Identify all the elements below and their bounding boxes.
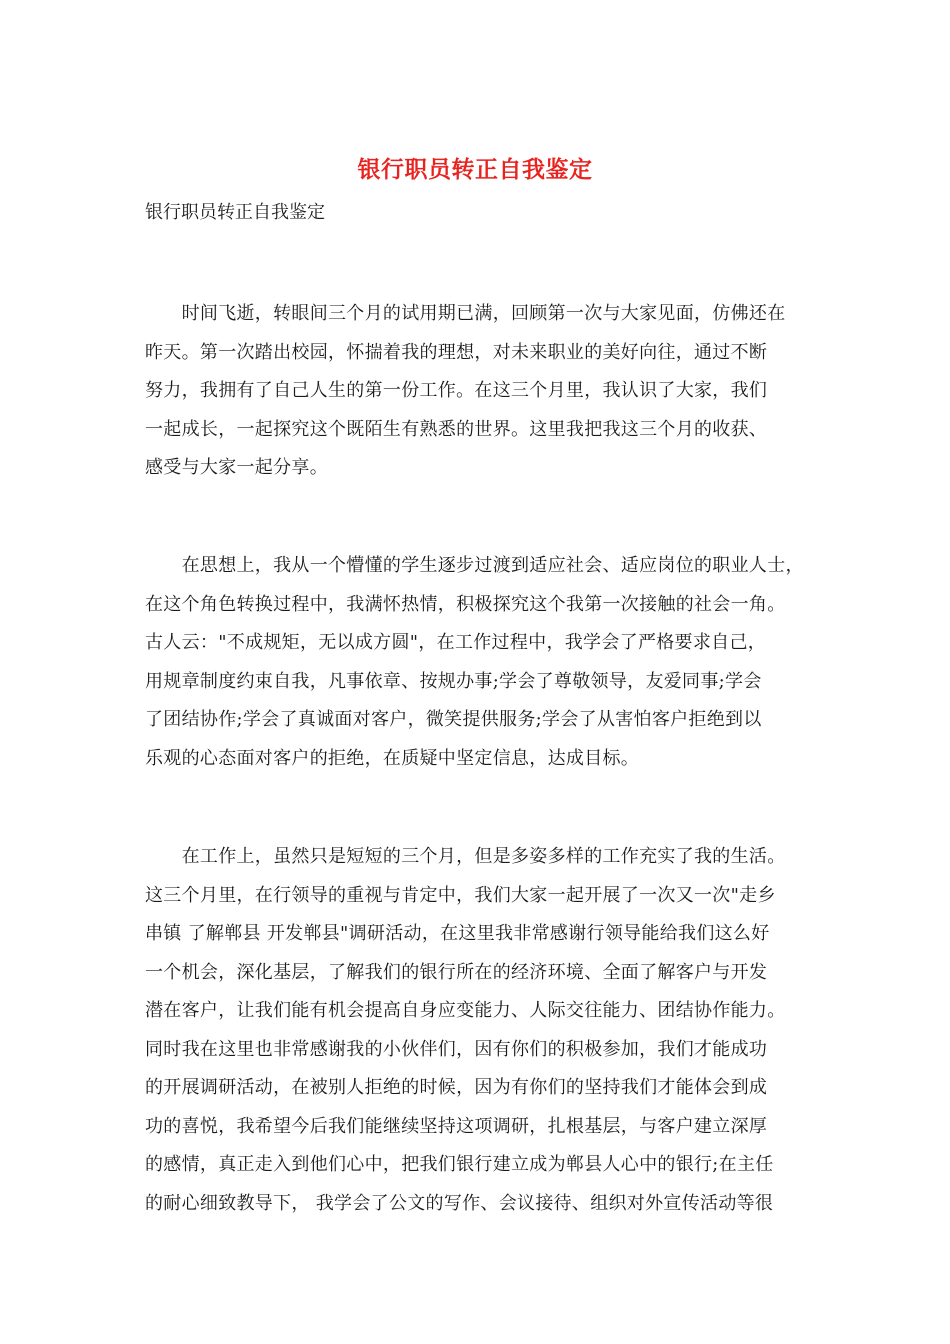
paragraph-line: 昨天。第一次踏出校园，怀揣着我的理想，对未来职业的美好向往，通过不断 xyxy=(145,341,768,363)
paragraph-line: 这三个月里，在行领导的重视与肯定中，我们大家一起开展了一次又一次"走乡 xyxy=(145,884,776,906)
document-title: 银行职员转正自我鉴定 xyxy=(357,156,593,183)
paragraph-line: 了团结协作;学会了真诚面对客户，微笑提供服务;学会了从害怕客户拒绝到以 xyxy=(145,709,762,730)
paragraph-line: 功的喜悦，我希望今后我们能继续坚持这项调研，扎根基层，与客户建立深厚 xyxy=(145,1115,768,1137)
paragraph-line: 一起成长，一起探究这个既陌生有熟悉的世界。这里我把我这三个月的收获、 xyxy=(145,418,768,440)
paragraph-line: 努力，我拥有了自己人生的第一份工作。在这三个月里，我认识了大家，我们 xyxy=(145,380,768,401)
paragraph-line: 乐观的心态面对客户的拒绝，在质疑中坚定信息，达成目标。 xyxy=(145,747,640,769)
paragraph-line: 的耐心细致教导下， 我学会了公文的写作、会议接待、组织对外宣传活动等很 xyxy=(145,1192,774,1214)
paragraph-line: 的感情，真正走入到他们心中，把我们银行建立成为郸县人心中的银行;在主任 xyxy=(145,1154,774,1175)
paragraph-1 xyxy=(145,295,810,488)
paragraph-line: 在工作上，虽然只是短短的三个月，但是多姿多样的工作充实了我的生活。 xyxy=(145,846,786,867)
paragraph-line: 串镇 了解郸县 开发郸县"调研活动，在这里我非常感谢行领导能给我们这么好 xyxy=(145,923,770,944)
paragraph-line: 潜在客户，让我们能有机会提高自身应变能力、人际交往能力、团结协作能力。 xyxy=(145,1000,786,1021)
paragraph-line: 时间飞逝，转眼间三个月的试用期已满，回顾第一次与大家见面，仿佛还在 xyxy=(145,303,786,324)
paragraph-line: 古人云："不成规矩，无以成方圆"，在工作过程中，我学会了严格要求自己， xyxy=(145,632,767,653)
paragraph-line: 感受与大家一起分享。 xyxy=(145,457,328,478)
document-subtitle: 银行职员转正自我鉴定 xyxy=(145,202,325,223)
paragraph-line: 同时我在这里也非常感谢我的小伙伴们，因有你们的积极参加，我们才能成功 xyxy=(145,1038,768,1060)
paragraph-line: 用规章制度约束自我，凡事依章、按规办事;学会了尊敬领导，友爱同事;学会 xyxy=(145,670,762,692)
paragraph-line: 的开展调研活动，在被别人拒绝的时候，因为有你们的坚持我们才能体会到成 xyxy=(145,1077,768,1098)
paragraph-3 xyxy=(145,838,810,1223)
paragraph-2 xyxy=(145,547,810,778)
paragraph-line: 在思想上，我从一个懵懂的学生逐步过渡到适应社会、适应岗位的职业人士， xyxy=(145,555,804,576)
paragraph-line: 一个机会，深化基层，了解我们的银行所在的经济环境、全面了解客户与开发 xyxy=(145,961,768,983)
paragraph-line: 在这个角色转换过程中，我满怀热情，积极探究这个我第一次接触的社会一角。 xyxy=(145,593,786,615)
